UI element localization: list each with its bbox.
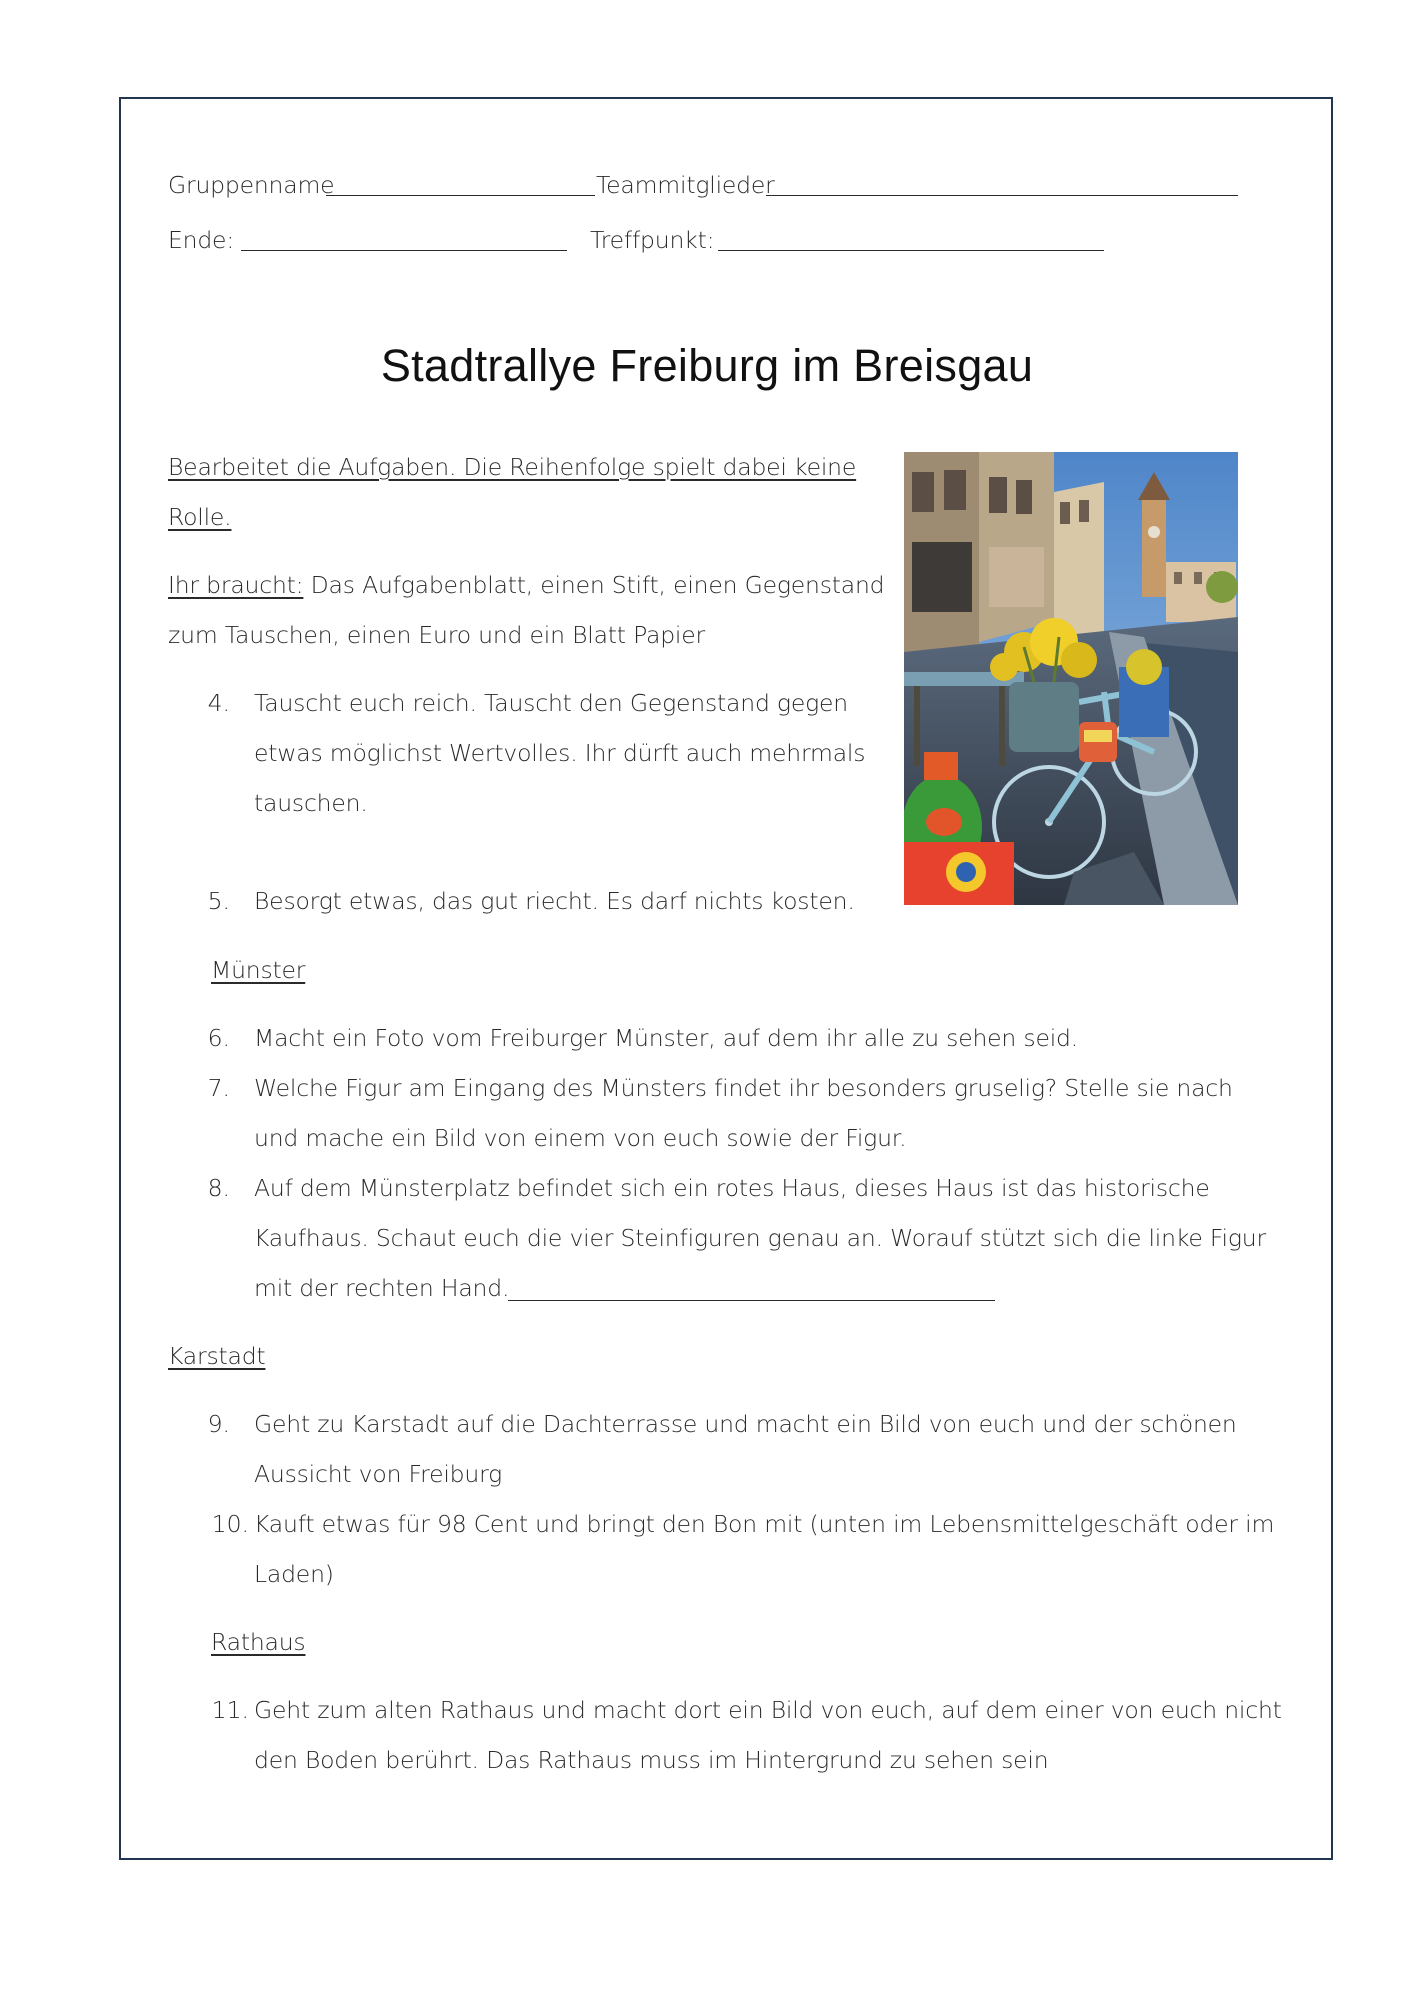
answer-line-task-8[interactable] [508,1300,995,1301]
task-number: 9. [207,1410,230,1438]
section-heading-rathaus: Rathaus [211,1628,306,1656]
task-number: 8. [207,1174,230,1202]
task-9-line-1: Geht zu Karstadt auf die Dachterrasse und macht ein Bild von euch und der schönen [254,1410,1237,1438]
task-5-line-1: Besorgt etwas, das gut riecht. Es darf nichts kosten. [254,887,855,915]
end-label: Ende: [168,226,235,254]
meeting-point-field[interactable] [718,250,1104,251]
end-field[interactable] [241,250,567,251]
task-7-line-2: und mache ein Bild von einem von euch sowie der Figur. [254,1124,907,1152]
page-title: Stadtrallye Freiburg im Breisgau [380,340,1034,391]
team-members-field[interactable] [766,195,1238,196]
group-name-label: Gruppenname [168,171,335,199]
task-4-line-3: tauschen. [254,789,368,817]
task-4-line-1: Tauscht euch reich. Tauscht den Gegenstand gegen [254,689,848,717]
group-name-field[interactable] [326,195,595,196]
task-number: 5. [207,887,230,915]
section-heading-muenster: Münster [211,956,306,984]
task-8-line-1: Auf dem Münsterplatz befindet sich ein rotes Haus, dieses Haus ist das historische [254,1174,1210,1202]
street-photo [904,452,1238,905]
task-4-line-2: etwas möglichst Wertvolles. Ihr dürft auch mehrmals [254,739,866,767]
task-10-line-2: Laden) [254,1560,334,1588]
task-11-line-1: Geht zum alten Rathaus und macht dort ein Bild von euch, auf dem einer von euch nicht [254,1696,1282,1724]
instruction-line-2: Rolle. [168,503,232,531]
instruction-line-1: Bearbeitet die Aufgaben. Die Reihenfolge spielt dabei keine [168,453,857,481]
task-8-line-2: Kaufhaus. Schaut euch die vier Steinfiguren genau an. Worauf stützt sich die linke Figur [254,1224,1266,1252]
task-number: 11. [211,1696,249,1724]
task-number: 7. [207,1074,230,1102]
team-members-label: Teammitglieder [596,171,775,199]
task-number: 6. [207,1024,230,1052]
task-6-line-1: Macht ein Foto vom Freiburger Münster, auf dem ihr alle zu sehen seid. [254,1024,1079,1052]
task-9-line-2: Aussicht von Freiburg [254,1460,503,1488]
task-number: 10. [211,1510,249,1538]
section-heading-karstadt: Karstadt [168,1342,266,1370]
task-8-line-3: mit der rechten Hand. [254,1274,510,1302]
meeting-point-label: Treffpunkt: [590,226,715,254]
needs-paragraph [168,570,884,600]
needs-label: Ihr braucht: [168,571,304,599]
needs-text-1: Das Aufgabenblatt, einen Stift, einen Gegenstand [303,571,885,599]
task-number: 4. [207,689,230,717]
task-7-line-1: Welche Figur am Eingang des Münsters findet ihr besonders gruselig? Stelle sie nach [254,1074,1233,1102]
task-10-line-1: Kauft etwas für 98 Cent und bringt den Bon mit (unten im Lebensmittelgeschäft oder im [254,1510,1275,1538]
needs-text-2: zum Tauschen, einen Euro und ein Blatt Papier [168,621,705,649]
task-11-line-2: den Boden berührt. Das Rathaus muss im Hintergrund zu sehen sein [254,1746,1049,1774]
